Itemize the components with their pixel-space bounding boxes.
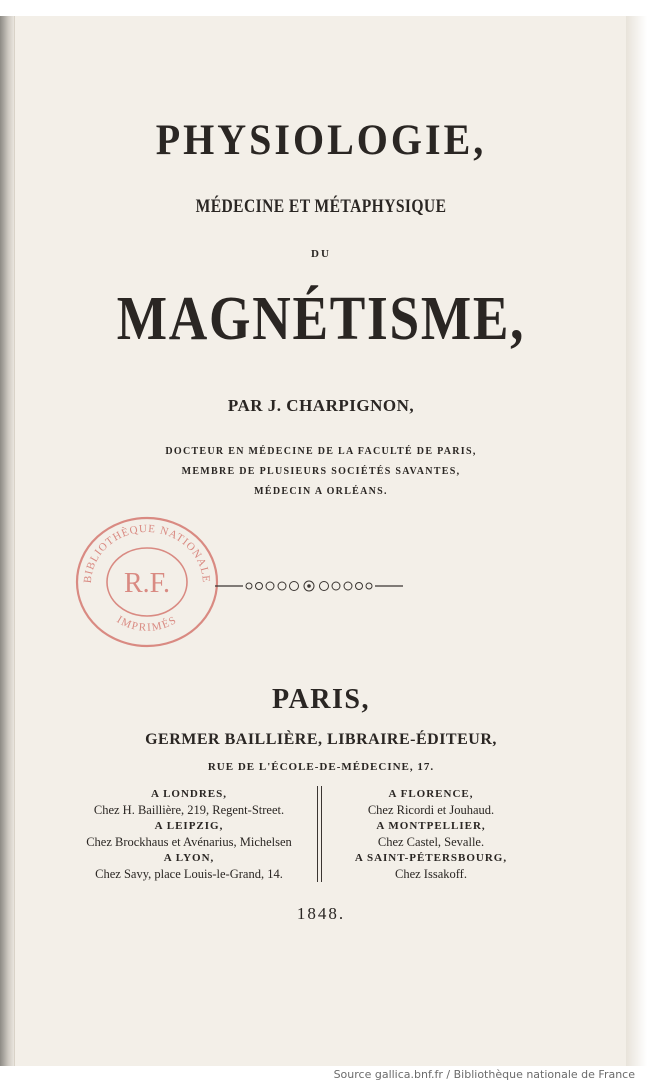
- imprint-publisher: GERMER BAILLIÈRE, LIBRAIRE-ÉDITEUR,: [145, 731, 497, 748]
- publication-year: 1848.: [296, 904, 346, 923]
- page-right-edge: [626, 16, 647, 1066]
- source-credit: Source gallica.bnf.fr / Bibliothèque nationale de France: [333, 1068, 635, 1081]
- author-credential: DOCTEUR EN MÉDECINE DE LA FACULTÉ DE PARIS,: [165, 446, 477, 457]
- agent-detail: Chez Savy, place Louis-le-Grand, 14.: [95, 867, 283, 881]
- author-credential: MÉDECIN A ORLÉANS.: [254, 486, 388, 497]
- imprint-street: RUE DE L'ÉCOLE-DE-MÉDECINE, 17.: [207, 761, 435, 773]
- agent-city: A LYON,: [163, 852, 215, 864]
- book-subtitle: MÉDECINE ET MÉTAPHYSIQUE: [195, 196, 447, 217]
- agent-city: A LEIPZIG,: [154, 820, 224, 832]
- svg-text:BIBLIOTHÈQUE NATIONALE: BIBLIOTHÈQUE NATIONALE: [81, 522, 213, 584]
- agents-right-column: [321, 786, 541, 882]
- agent-city: A FLORENCE,: [388, 788, 474, 800]
- agent-detail: Chez Brockhaus et Avénarius, Michelsen: [86, 835, 292, 849]
- imprint-city: PARIS,: [272, 684, 370, 715]
- title-page: [14, 16, 627, 1066]
- agent-city: A SAINT-PÉTERSBOURG,: [354, 852, 508, 864]
- agent-city: A LONDRES,: [150, 788, 228, 800]
- agent-detail: Chez Castel, Sevalle.: [377, 835, 485, 849]
- library-stamp: [71, 512, 223, 652]
- stamp-center-text: R.F.: [123, 568, 171, 599]
- book-title: PHYSIOLOGIE,: [155, 115, 487, 164]
- svg-text:IMPRIMÉS: IMPRIMÉS: [114, 613, 180, 634]
- book-main-title: MAGNÉTISME,: [116, 285, 526, 353]
- agent-detail: Chez Issakoff.: [395, 867, 467, 881]
- agent-detail: Chez Ricordi et Jouhaud.: [367, 803, 495, 817]
- agents-left-column: [55, 786, 323, 882]
- title-connector: DU: [311, 248, 331, 260]
- decorative-rule: [215, 579, 403, 593]
- page-edge-shadow: [0, 16, 14, 1066]
- author-line: PAR J. CHARPIGNON,: [227, 396, 415, 415]
- agent-city: A MONTPELLIER,: [376, 820, 486, 832]
- agent-detail: Chez H. Baillière, 219, Regent-Street.: [93, 803, 285, 817]
- author-credential: MEMBRE DE PLUSIEURS SOCIÉTÉS SAVANTES,: [181, 466, 461, 477]
